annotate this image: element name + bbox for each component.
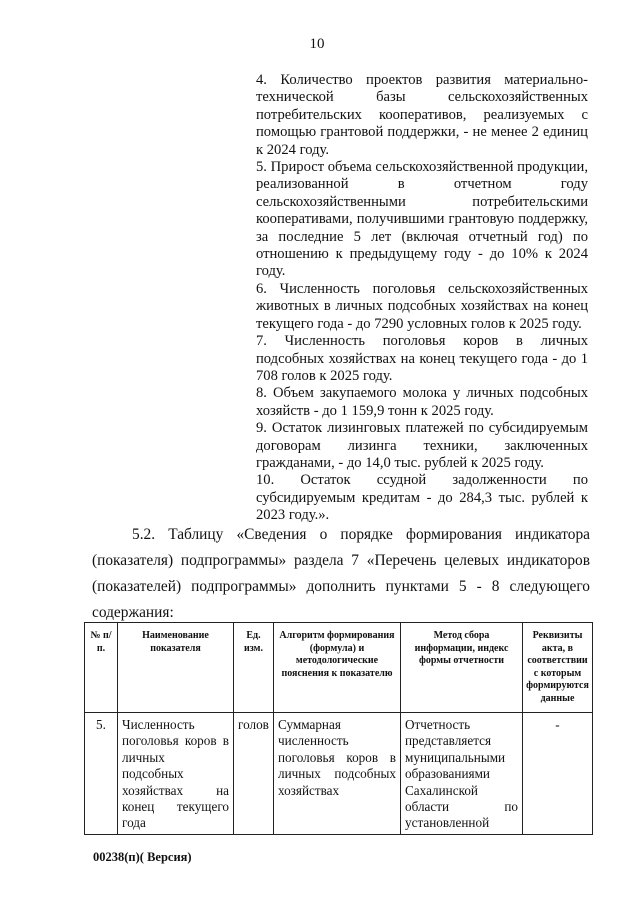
indicator-table: [84, 622, 593, 835]
header-act-requisites: Реквизиты акта, в соответствии с которым формируются данные: [523, 623, 593, 713]
header-number: № п/п.: [85, 623, 118, 713]
amendment-text: 5.2. Таблицу «Сведения о порядке формирования индикатора (показателя) подпрограммы» раздела 7 «Перечень целевых индикаторов (показателей) подпрограммы» дополнить пунктами 5 - 8 следующего содержания:: [92, 526, 590, 621]
indicator-item-6: 6. Численность поголовья сельскохозяйственных животных в личных подсобных хозяйствах на конец текущего года - до 7290 условных голов к 2025 году.: [256, 280, 588, 332]
indicator-item-10: 10. Остаток ссудной задолженности по субсидируемым кредитам - до 284,3 тыс. рублей к 2023 году.».: [256, 472, 588, 524]
cell-collection-method: Отчетность представляется муниципальными образованиями Сахалинской области по установленной: [401, 713, 523, 835]
page-number: 10: [309, 36, 325, 52]
indicator-item-7: 7. Численность поголовья коров в личных подсобных хозяйствах на конец текущего года - до 1 708 голов к 2025 году.: [256, 333, 588, 384]
document-code: 00238(п)( Версия): [93, 850, 192, 864]
amendment-paragraph: [92, 522, 590, 626]
indicator-item-8: 8. Объем закупаемого молока у личных подсобных хозяйств - до 1 159,9 тонн к 2025 году.: [256, 385, 588, 419]
cell-indicator-name: Численность поголовья коров в личных подсобных хозяйствах на конец текущего года: [118, 713, 234, 835]
header-unit: Ед. изм.: [234, 623, 274, 713]
indicator-item-9: 9. Остаток лизинговых платежей по субсидируемым договорам лизинга техники, заключенных гражданами, - до 14,0 тыс. рублей к 2025 году.: [256, 420, 588, 471]
cell-act-requisites: -: [523, 713, 593, 835]
table-row: [85, 713, 593, 835]
cell-number: 5.: [85, 713, 118, 835]
header-collection-method: Метод сбора информации, индекс формы отчетности: [401, 623, 523, 713]
indicator-item-4: 4. Количество проектов развития материально-технической базы сельскохозяйственных потребительских кооперативов, реализуемых с помощью грантовой поддержки, - не менее 2 единиц к 2024 году.: [256, 72, 588, 158]
header-algorithm: Алгоритм формирования (формула) и методологические пояснения к показателю: [274, 623, 401, 713]
cell-unit: голов: [234, 713, 274, 835]
cell-algorithm: Суммарная численность поголовья коров в личных подсобных хозяйствах: [274, 713, 401, 835]
indicator-item-5: 5. Прирост объема сельскохозяйственной продукции, реализованной в отчетном году сельскохозяйственными потребительскими кооперативами, получившими грантовую поддержку, за последние 5 лет (включая отчетный год) по отношению к предыдущему году - до 10% к 2024 году.: [256, 159, 588, 280]
header-indicator-name: Наименование показателя: [118, 623, 234, 713]
table-header-row: [85, 623, 593, 713]
indicator-list: [256, 72, 588, 525]
